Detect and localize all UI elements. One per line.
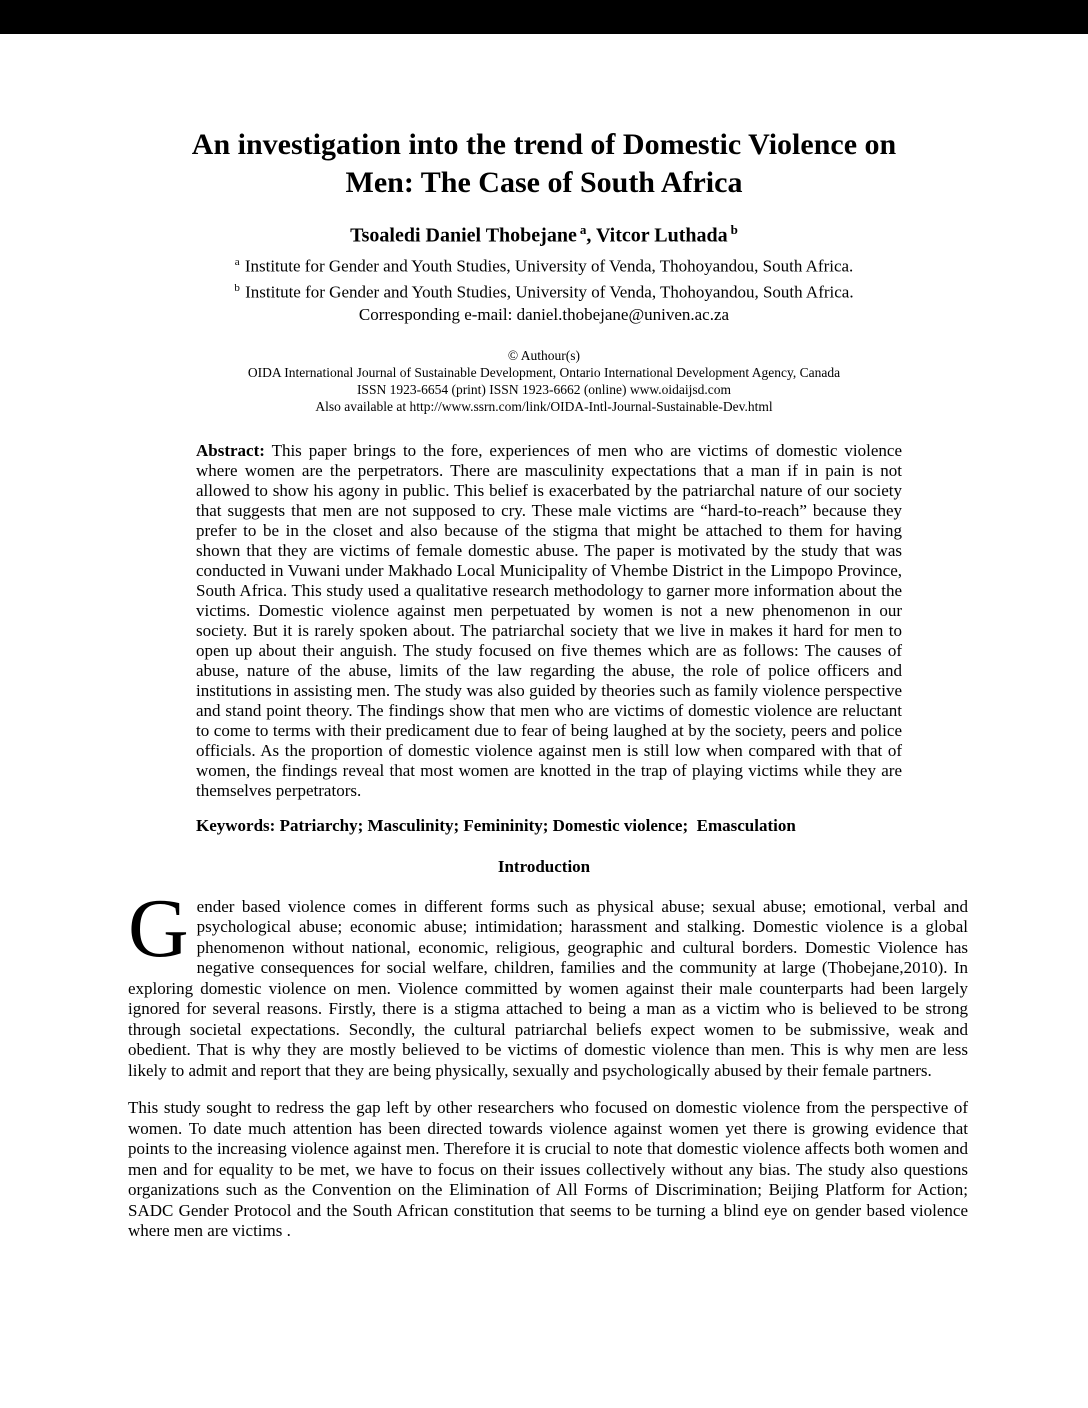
- intro-paragraph-1: [128, 881, 968, 1082]
- affiliation-b-superscript: b: [234, 282, 240, 295]
- affiliation-a-text: Institute for Gender and Youth Studies, University of Venda, Thohoyandou, South Africa.: [244, 256, 854, 276]
- copyright-journal-line: OIDA International Journal of Sustainable Development, Ontario International Development Agency, Canada: [247, 364, 841, 380]
- intro-paragraph-1-text: ender based violence comes in different forms such as physical abuse; sexual abuse; emotional, verbal and psychological abuse; economic abuse; intimidation; harassment and stalking. Domestic violence is a global phenomenon without national, economic, religious, geographic and cultural borders. Domestic Violence has negative consequences for social welfare, children, families and the community at large (Thobejane,2010). In exploring domestic violence on men. Violence committed by women against their male counterparts had been largely ignored for several reasons. Firstly, there is a stigma attached to being a man as a victim who is believed to be strong through societal expectations. Secondly, the cultural patriarchal beliefs expect women to be submissive, weak and obedient. That is why they are mostly believed to be victims of domestic violence than men. This is why men are less likely to admit and report that they are being physically, sexually and psychologically abused by their female partners.: [128, 896, 968, 1080]
- keywords-line: [196, 816, 902, 836]
- copyright-authors-line: © Authour(s): [507, 347, 581, 363]
- affiliation-a: [0, 251, 1088, 278]
- introduction-heading: Introduction: [497, 856, 591, 876]
- abstract-label: Abstract:: [196, 440, 265, 460]
- paper-page: [0, 34, 1088, 1408]
- affiliation-b-text: Institute for Gender and Youth Studies, University of Venda, Thohoyandou, South Africa.: [245, 282, 854, 302]
- intro-paragraph-2: This study sought to redress the gap left by other researchers who focused on domestic violence from the perspective of women. To date much attention has been directed towards violence against women yet there is growing evidence that points to the increasing violence against men. Therefore it is crucial to note that domestic violence affects both women and men and for equality to be met, we have to focus on their issues collectively without any bias. The study also questions organizations such as the Convention on the Elimination of All Forms of Discrimination; Beijing Platform for Action; SADC Gender Protocol and the South African constitution that seems to be turning a blind eye on gender based violence where men are victims .: [128, 1098, 968, 1241]
- affiliation-a-superscript: a: [234, 255, 240, 268]
- author-2-superscript: b: [730, 222, 738, 237]
- author-1-superscript: a: [579, 222, 587, 237]
- keywords-label: Keywords:: [196, 815, 276, 835]
- affiliation-b: [0, 277, 1088, 304]
- corresponding-email: Corresponding e-mail: daniel.thobejane@univen.ac.za: [358, 304, 730, 324]
- paper-title-line1: An investigation into the trend of Domestic Violence on: [191, 128, 897, 161]
- author-1: Tsoaledi Daniel Thobejane: [350, 224, 577, 247]
- drop-cap: G: [128, 881, 189, 975]
- affiliations-block: [0, 251, 1088, 326]
- author-2: Vitcor Luthada: [595, 224, 728, 247]
- authors-separator: ,: [586, 224, 596, 247]
- authors-line: [0, 218, 1088, 248]
- copyright-availability-line: Also available at http://www.ssrn.com/link/OIDA-Intl-Journal-Sustainable-Dev.html: [315, 398, 773, 414]
- top-bar: [0, 0, 1088, 34]
- abstract-text: This paper brings to the fore, experiences of men who are victims of domestic violence where women are the perpetrators. There are masculinity expectations that a man if in pain is not allowed to show his agony in public. This belief is exacerbated by the patriarchal nature of our society that suggests that men are not supposed to cry. These male victims are “hard-to-reach” because they prefer to be in the closet and also because of the stigma that might be attached to them for having shown that they are victims of female domestic abuse. The paper is motivated by the study that was conducted in Vuwani under Makhado Local Municipality of Vhembe District in the Limpopo Province, South Africa. This study used a qualitative research methodology to garner more information about the victims. Domestic violence against men perpetuated by women is not a new phenomenon in our society. But it is rarely spoken about. The patriarchal society that we live in makes it hard for men to open up about their anguish. The study focused on five themes which are as follows: The causes of abuse, nature of the abuse, limits of the law regarding the abuse, the role of police officers and institutions in assisting men. The study was also guided by theories such as family violence perspective and stand point theory. The findings show that men who are victims of domestic violence are reluctant to come to terms with their predicament due to fear of being laughed at by the society, peers and police officials. As the proportion of domestic violence against men is still low when compared with that of women, the findings reveal that most women are knotted in the trap of playing victims while they are themselves perpetrators.: [196, 440, 902, 800]
- paper-title-line2: Men: The Case of South Africa: [345, 166, 743, 199]
- copyright-block: [0, 347, 1088, 415]
- copyright-issn-line: ISSN 1923-6654 (print) ISSN 1923-6662 (online) www.oidaijsd.com: [356, 381, 732, 397]
- abstract-paragraph: [196, 441, 902, 801]
- keywords-text: Patriarchy; Masculinity; Femininity; Domestic violence; Emasculation: [275, 815, 796, 835]
- paper-title: [0, 34, 1088, 202]
